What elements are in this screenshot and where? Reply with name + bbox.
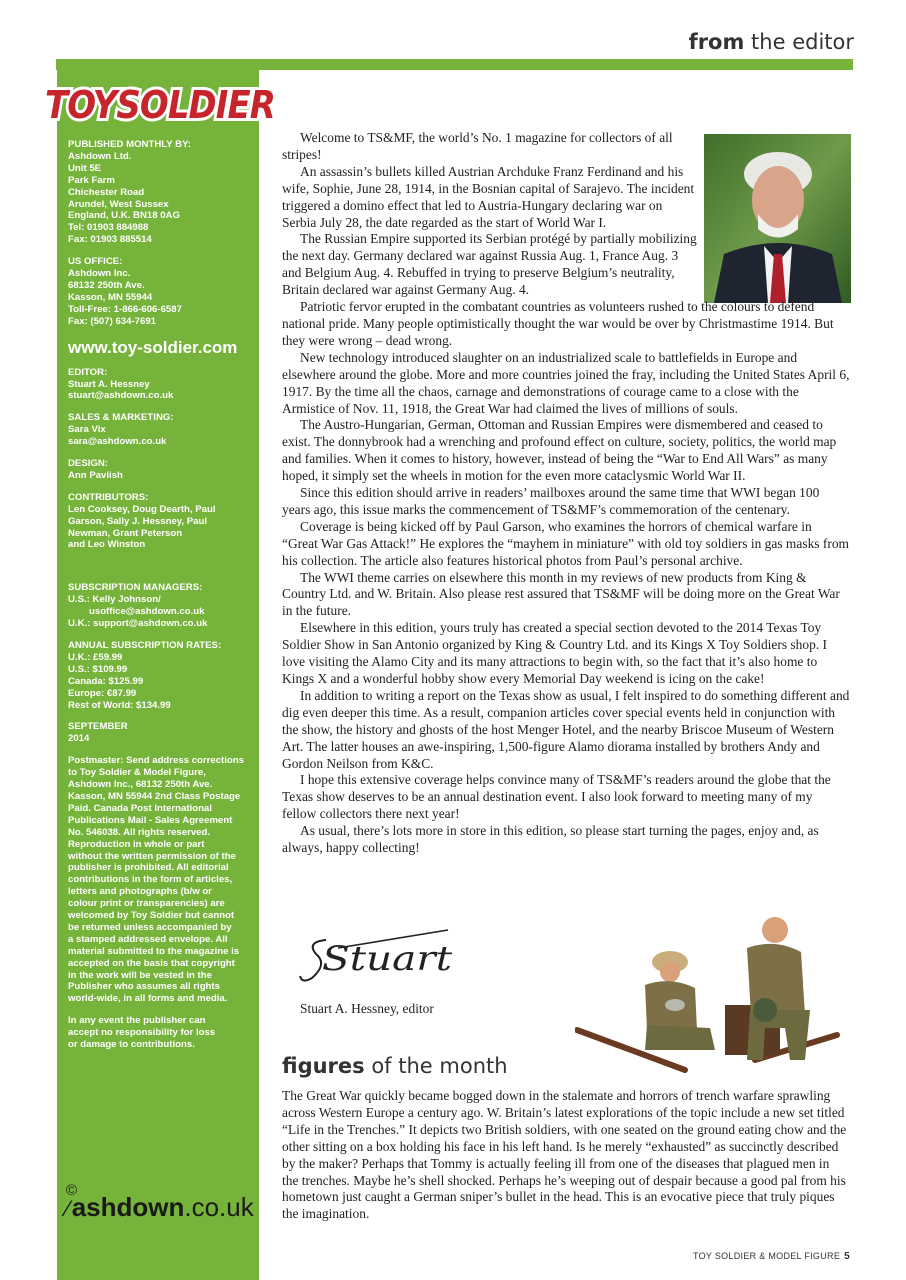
contributors-line: Newman, Grant Peterson [68,527,183,539]
paragraph: Elsewhere in this edition, yours truly has created a special section devoted to the 2014 Texas Toy Soldier Show in San Antonio organized by King & Country Ltd. and its Kings X Toy Soldiers shop. I love visiting the Alamo City and its many attractions to begin with, so the fact that it’s also home to Kings X and a wonderful hobby show every Memorial Day weekend is icing on the cake! [282,620,828,686]
published-line: Park Farm [68,174,115,186]
toy-soldier-logo [40,78,285,128]
published-line: Unit 5E [68,162,102,174]
contributors-block [68,492,260,552]
rate-line: Canada: $125.99 [68,675,144,687]
paragraph: Since this edition should arrive in readers’ mailboxes around the same time that WWI began 100 years ago, this issue marks the commencement of TS&MF’s commemoration of the centenary. [282,485,820,517]
paragraph: The Austro-Hungarian, German, Ottoman and Russian Empires were dismembered and ceased to exist. The donnybrook had a wrenching and profound effect on culture, society, politics, the world map and families. When it comes to history, however, instead of being the “War to End All Wars” as many hoped, it simply set the wheels in motion for the even more cataclysmic World War II. [282,417,837,484]
figures-heading-rest: of the month [364,1054,508,1078]
issue-block [68,721,260,745]
postmaster-block [68,755,260,1005]
contributors-line: Garson, Sally J. Hessney, Paul [68,515,207,527]
figures-body [282,1088,848,1223]
postmaster-line: Postmaster: Send address corrections [68,755,244,767]
toy-soldiers-photo [575,910,845,1075]
us-office-line: Fax: (507) 634-7691 [68,315,156,327]
postmaster-line: Ashdown Inc., 68132 250th Ave. [68,779,213,791]
rate-line: U.K.: £59.99 [68,651,123,663]
postmaster-line: without the written permission of the [68,850,236,862]
editor-signature [298,920,468,995]
rate-line: Rest of World: $134.99 [68,699,171,711]
header-bold: from [688,30,745,54]
liability-line: accept no responsibility for loss [68,1027,216,1039]
published-line: Ashdown Ltd. [68,150,132,162]
footer-label: TOY SOLDIER & MODEL FIGURE [692,1251,841,1261]
subscription-block [68,582,260,630]
paragraph: Patriotic fervor erupted in the combatant countries as volunteers rushed to the colours to defend national pride. Many people optimistically thought the war would be over by Christmastime 1914. But they were wrong – dead wrong. [282,299,834,348]
section-header [689,30,854,54]
subscription-head: SUBSCRIPTION MANAGERS: [68,582,203,594]
postmaster-line: No. 546038. All rights reserved. [68,826,211,838]
published-block [68,139,260,246]
editor-head: EDITOR: [68,366,108,378]
subscription-uk[interactable]: U.K.: support@ashdown.co.uk [68,618,208,630]
paragraph: I hope this extensive coverage helps convince many of TS&MF’s readers around the globe that the Texas show deserves to be an annual destination event. I also look forward to meeting many of my fellow collectors there next year! [282,772,831,822]
figures-heading [282,1054,508,1078]
contributors-line: Len Cooksey, Doug Dearth, Paul [68,503,216,515]
header-rest: the editor [744,30,854,54]
ashdown-rest: .co.uk [184,1192,254,1222]
paragraph: As usual, there’s lots more in store in this edition, so please start turning the pages, enjoy and, as always, happy collecting! [282,823,819,856]
postmaster-line: letters and photographs (b/w or [68,886,212,898]
page-footer [693,1251,850,1262]
liability-block [68,1015,260,1051]
spacer [68,561,260,582]
postmaster-line: to Toy Soldier & Model Figure, [68,767,206,779]
figures-heading-bold: figures [282,1054,365,1078]
postmaster-line: publisher is prohibited. All editorial [68,862,229,874]
postmaster-line: Publisher who assumes all rights [68,981,220,993]
paragraph: New technology introduced slaughter on an industrialized scale to battlefields in Europe and elsewhere around the globe. More and more countries joined the fray, including the United States April 6, 1917. By the time all the chaos, carnage and demonstrations of courage came to a close with the Armistice of Nov. 11, 1918, the Great War had claimed the lives of millions of souls. [282,349,850,416]
page-number: 5 [844,1251,850,1262]
swirl-icon: ⁄ [66,1196,70,1221]
issue-month: SEPTEMBER [68,721,128,733]
postmaster-line: contributions in the form of articles, [68,874,233,886]
paragraph: The Russian Empire supported its Serbian protégé by partially mobilizing the next day. Germany declared war against Russia Aug. 1, France Aug. 3 and Belgium Aug. 4. Rebuffed in trying to preserve Belgium’s neutrality, Britain declared war against Germany Aug. 4. [282,231,697,298]
postmaster-line: colour print or transparencies) are [68,898,225,910]
postmaster-line: Reproduction in whole or part [68,838,205,850]
header-rule [56,59,853,70]
us-office-line: 68132 250th Ave. [68,279,145,291]
postmaster-line: Kasson, MN 55944 2nd Class Postage [68,790,241,802]
postmaster-line: be returned unless accompanied by [68,921,232,933]
published-line: Fax: 01903 885514 [68,234,152,246]
editor-email[interactable]: stuart@ashdown.co.uk [68,390,174,402]
contributors-line: and Leo Winston [68,539,146,551]
postmaster-line: material submitted to the magazine is [68,945,240,957]
us-office-line: Toll-Free: 1-866-606-6587 [68,303,182,315]
postmaster-line: Paid. Canada Post International [68,802,212,814]
ashdown-logo [66,1182,254,1223]
masthead-text [68,139,260,1061]
us-office-line: Ashdown Inc. [68,268,131,280]
paragraph: Welcome to TS&MF, the world’s No. 1 magazine for collectors of all stripes! [282,130,673,162]
postmaster-line: accepted on the basis that copyright [68,957,235,969]
published-head: PUBLISHED MONTHLY BY: [68,139,191,150]
postmaster-line: Publications Mail - Sales Agreement [68,814,233,826]
editor-signoff: Stuart A. Hessney, editor [300,1001,434,1016]
logo-text: TOYSOLDIER [45,83,275,127]
published-line: Arundel, West Sussex [68,198,169,210]
us-office-block [68,256,260,327]
rate-line: Europe: €87.99 [68,687,137,699]
us-office-head: US OFFICE: [68,256,123,268]
website-link[interactable]: www.toy-soldier.com [68,337,238,357]
sales-email[interactable]: sara@ashdown.co.uk [68,436,167,448]
rates-head: ANNUAL SUBSCRIPTION RATES: [68,640,222,651]
liability-line: or damage to contributions. [68,1039,195,1051]
design-head: DESIGN: [68,458,108,470]
editor-name: Stuart A. Hessney [68,378,150,390]
postmaster-line: in the work will be vested in the [68,969,212,981]
rates-block [68,640,260,711]
sales-name: Sara Vix [68,424,106,436]
sales-head: SALES & MARKETING: [68,412,174,424]
postmaster-line: world-wide, in all forms and media. [68,993,228,1005]
design-name: Ann Pavlish [68,469,123,481]
rate-line: U.S.: $109.99 [68,663,128,675]
editor-block [68,367,260,403]
editorial-body [282,130,850,857]
signature-text: Stuart [322,939,453,979]
published-line: Chichester Road [68,186,145,198]
published-line: England, U.K. BN18 0AG [68,210,180,222]
contributors-head: CONTRIBUTORS: [68,491,149,503]
subscription-us: U.S.: Kelly Johnson/ [68,594,161,606]
figures-paragraph: The Great War quickly became bogged down in the stalemate and horrors of trench warfare sprawling across Western Europe a century ago. W. Britain’s latest explorations of the topic include a new set titled “Life in the Trenches.” It depicts two British soldiers, with one seated on the ground eating chow and the other sitting on a box holding his face in his left hand. Is he merely “exhausted” as succinctly described by the maker? Perhaps that Tommy is actually feeling ill from one of the diseases that plagued men in the trenches. Maybe he’s shell shocked. Perhaps he’s weeping out of despair because a good pal from his hometown just caught a German sniper’s bullet in the head. This is an evocative piece that truly piques the imagination. [282,1088,847,1222]
issue-year: 2014 [68,733,90,745]
liability-line: In any event the publisher can [68,1015,206,1027]
paragraph: The WWI theme carries on elsewhere this month in my reviews of new products from King & Country Ltd. and W. Britain. Also please rest assured that TS&MF will be doing more on the Great War in the future. [282,569,840,619]
copyright-symbol: © [66,1182,78,1199]
postmaster-line: welcomed by Toy Soldier but cannot [68,910,235,922]
subscription-us-email[interactable]: usoffice@ashdown.co.uk [89,606,205,618]
sales-block [68,412,260,448]
postmaster-line: a stamped addressed envelope. All [68,933,228,945]
paragraph: Coverage is being kicked off by Paul Garson, who examines the horrors of chemical warfare in “Great War Gas Attack!” He explores the “mayhem in miniature” with old toy soldiers in gas masks from his collection. The article also features historical photos from Paul’s personal archive. [282,518,849,568]
published-line: Tel: 01903 884988 [68,222,149,234]
paragraph: An assassin’s bullets killed Austrian Archduke Franz Ferdinand and his wife, Sophie, June 28, 1914, in the Bosnian capital of Sarajevo. The incident triggered a domino effect that led to Austria-Hungary declaring war on Serbia July 28, the date regarded as the start of World War I. [282,163,695,230]
paragraph: In addition to writing a report on the Texas show as usual, I felt inspired to do something different and dig even deeper this time. As a result, companion articles cover special events held in conjunction with the show, the history and ghosts of the host Menger Hotel, and the nearby Briscoe Museum of Western Art. The latter houses an awe-inspiring, 1,500-figure Alamo diorama installed by brothers Andy and Gordon Neilson from K&C. [282,687,850,771]
design-block [68,458,260,482]
us-office-line: Kasson, MN 55944 [68,291,153,303]
ashdown-bold: ashdown [71,1192,185,1222]
